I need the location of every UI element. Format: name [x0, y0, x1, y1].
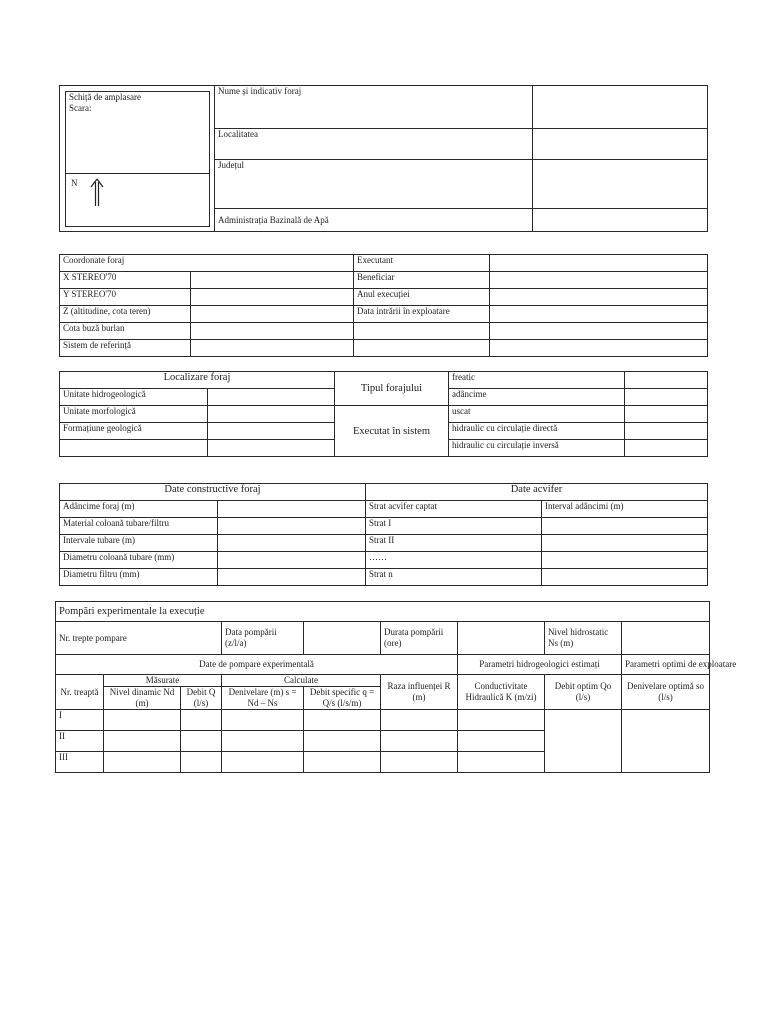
coord-value-5[interactable] — [191, 340, 354, 357]
step0-radius[interactable] — [381, 710, 458, 731]
localization-header: Localizare foraj — [60, 372, 335, 389]
hydro-header: Parametri hidrogeologici estimați — [458, 655, 622, 675]
pumping-table — [55, 601, 737, 773]
loc-row-value-3[interactable] — [208, 440, 335, 457]
coord-label-0: Coordonate foraj — [60, 255, 354, 272]
experimental-header: Date de pompare experimentală — [56, 655, 458, 675]
step-label-0: I — [56, 710, 104, 731]
construction-label-1: Material coloană tubare/filtru — [60, 518, 218, 535]
sketch-cell — [60, 86, 215, 232]
step2-radius[interactable] — [381, 752, 458, 773]
aquifer-header: Date acvifer — [366, 484, 708, 501]
col-drawdown: Denivelare (m) s = Nd – Ns — [222, 687, 304, 710]
coord-value-1[interactable] — [191, 272, 354, 289]
step1-drawdown[interactable] — [222, 731, 304, 752]
aquifer-layer-2: …… — [366, 552, 542, 569]
loc-row-label-2: Formațiune geologică — [60, 423, 208, 440]
aquifer-interval-3[interactable] — [542, 569, 708, 586]
system-check-dry[interactable] — [625, 406, 708, 423]
step-label-2: III — [56, 752, 104, 773]
coord-value-2[interactable] — [191, 289, 354, 306]
step2-conductivity[interactable] — [458, 752, 545, 773]
coord-value-4[interactable] — [191, 323, 354, 340]
step1-conductivity[interactable] — [458, 731, 545, 752]
type-label: Tipul forajului — [335, 372, 449, 406]
right-label-0: Executant — [354, 255, 490, 272]
construction-label-4: Diametru filtru (mm) — [60, 569, 218, 586]
type-check-freatic[interactable] — [625, 372, 708, 389]
value-basin-admin[interactable] — [533, 209, 708, 232]
construction-value-2[interactable] — [218, 535, 366, 552]
date-label: Data pompării (z/l/a) — [222, 622, 304, 655]
date-value[interactable] — [304, 622, 381, 655]
system-option-direct: hidraulic cu circulație directă — [449, 423, 625, 440]
construction-label-3: Diametru coloană tubare (mm) — [60, 552, 218, 569]
right-value-4[interactable] — [490, 323, 708, 340]
step0-flow[interactable] — [181, 710, 222, 731]
location-table — [59, 85, 708, 232]
loc-row-value-2[interactable] — [208, 423, 335, 440]
step2-dynamic[interactable] — [104, 752, 181, 773]
steps-label: Nr. trepte pompare — [56, 622, 222, 655]
right-value-3[interactable] — [490, 306, 708, 323]
loc-row-empty — [60, 440, 208, 457]
construction-header: Date constructive foraj — [60, 484, 366, 501]
col-radius: Raza influenței R (m) — [381, 675, 458, 710]
construction-value-0[interactable] — [218, 501, 366, 518]
value-name[interactable] — [533, 86, 708, 129]
coordinates-table — [59, 254, 708, 357]
construction-label-2: Intervale tubare (m) — [60, 535, 218, 552]
aquifer-col1-header: Strat acvifer captat — [366, 501, 542, 518]
pumping-title: Pompări experimentale la execuție — [56, 602, 710, 622]
step2-drawdown[interactable] — [222, 752, 304, 773]
step1-radius[interactable] — [381, 731, 458, 752]
step2-specific[interactable] — [304, 752, 381, 773]
right-value-1[interactable] — [490, 272, 708, 289]
aquifer-interval-0[interactable] — [542, 518, 708, 535]
step2-flow[interactable] — [181, 752, 222, 773]
field-basin-admin: Administrația Bazinală de Apă — [215, 209, 533, 232]
col-specific-flow: Debit specific q = Q/s (l/s/m) — [304, 687, 381, 710]
field-locality: Localitatea — [215, 129, 533, 160]
right-label-3: Data intrării în exploatare — [354, 306, 490, 323]
loc-row-value-1[interactable] — [208, 406, 335, 423]
duration-label: Durata pompării (ore) — [381, 622, 458, 655]
coord-label-5: Sistem de referință — [60, 340, 191, 357]
system-option-dry: uscat — [449, 406, 625, 423]
loc-row-label-0: Unitate hidrogeologică — [60, 389, 208, 406]
measured-header: Măsurate — [104, 675, 222, 687]
col-step: Nr. treaptă — [56, 675, 104, 710]
system-option-inverse: hidraulic cu circulație inversă — [449, 440, 625, 457]
right-value-2[interactable] — [490, 289, 708, 306]
step0-conductivity[interactable] — [458, 710, 545, 731]
coord-label-3: Z (altitudine, cota teren) — [60, 306, 191, 323]
loc-row-label-1: Unitate morfologică — [60, 406, 208, 423]
col-flow: Debit Q (l/s) — [181, 687, 222, 710]
step1-specific[interactable] — [304, 731, 381, 752]
north-label: N — [71, 178, 78, 188]
right-label-1: Beneficiar — [354, 272, 490, 289]
step0-dynamic[interactable] — [104, 710, 181, 731]
right-value-5[interactable] — [490, 340, 708, 357]
right-value-0[interactable] — [490, 255, 708, 272]
system-label: Executat în sistem — [335, 406, 449, 457]
static-level-label: Nivel hidrostatic Ns (m) — [545, 622, 622, 655]
aquifer-layer-3: Strat n — [366, 569, 542, 586]
construction-table — [59, 483, 708, 586]
step0-specific[interactable] — [304, 710, 381, 731]
sketch-title: Schiță de amplasare Scara: — [69, 92, 141, 113]
construction-value-4[interactable] — [218, 569, 366, 586]
value-locality[interactable] — [533, 129, 708, 160]
aquifer-col2-header: Interval adâncimi (m) — [542, 501, 708, 518]
field-name: Nume și indicativ foraj — [215, 86, 533, 129]
aquifer-interval-2[interactable] — [542, 552, 708, 569]
sketch-box — [65, 91, 210, 227]
static-level-value[interactable] — [622, 622, 710, 655]
optimal-header: Parametri optimi de exploatare — [622, 655, 710, 675]
type-option-freatic: freatic — [449, 372, 625, 389]
value-county[interactable] — [533, 160, 708, 209]
type-check-depth[interactable] — [625, 389, 708, 406]
right-label-2: Anul execuției — [354, 289, 490, 306]
system-check-inverse[interactable] — [625, 440, 708, 457]
optimal-flow-value[interactable] — [545, 710, 622, 773]
north-arrow-icon — [87, 177, 107, 207]
sketch-divider — [66, 173, 209, 174]
coord-label-2: Y STEREO'70 — [60, 289, 191, 306]
step1-flow[interactable] — [181, 731, 222, 752]
col-optimal-drawdown: Denivelare optimă so (l/s) — [622, 675, 710, 710]
aquifer-interval-1[interactable] — [542, 535, 708, 552]
coord-value-3[interactable] — [191, 306, 354, 323]
col-optimal-flow: Debit optim Qo (l/s) — [545, 675, 622, 710]
optimal-drawdown-value[interactable] — [622, 710, 710, 773]
step1-dynamic[interactable] — [104, 731, 181, 752]
step0-drawdown[interactable] — [222, 710, 304, 731]
construction-label-0: Adâncime foraj (m) — [60, 501, 218, 518]
type-option-depth: adâncime — [449, 389, 625, 406]
localization-table — [59, 371, 708, 457]
duration-value[interactable] — [458, 622, 545, 655]
loc-row-value-0[interactable] — [208, 389, 335, 406]
construction-value-3[interactable] — [218, 552, 366, 569]
col-dynamic-level: Nivel dinamic Nd (m) — [104, 687, 181, 710]
aquifer-layer-0: Strat I — [366, 518, 542, 535]
right-empty-5 — [354, 340, 490, 357]
right-empty-4 — [354, 323, 490, 340]
aquifer-layer-1: Strat II — [366, 535, 542, 552]
system-check-direct[interactable] — [625, 423, 708, 440]
construction-value-1[interactable] — [218, 518, 366, 535]
calculated-header: Calculate — [222, 675, 381, 687]
coord-label-1: X STEREO'70 — [60, 272, 191, 289]
step-label-1: II — [56, 731, 104, 752]
coord-label-4: Cota buză burlan — [60, 323, 191, 340]
field-county: Județul — [215, 160, 533, 209]
col-conductivity: Conductivitate Hidraulică K (m/zi) — [458, 675, 545, 710]
